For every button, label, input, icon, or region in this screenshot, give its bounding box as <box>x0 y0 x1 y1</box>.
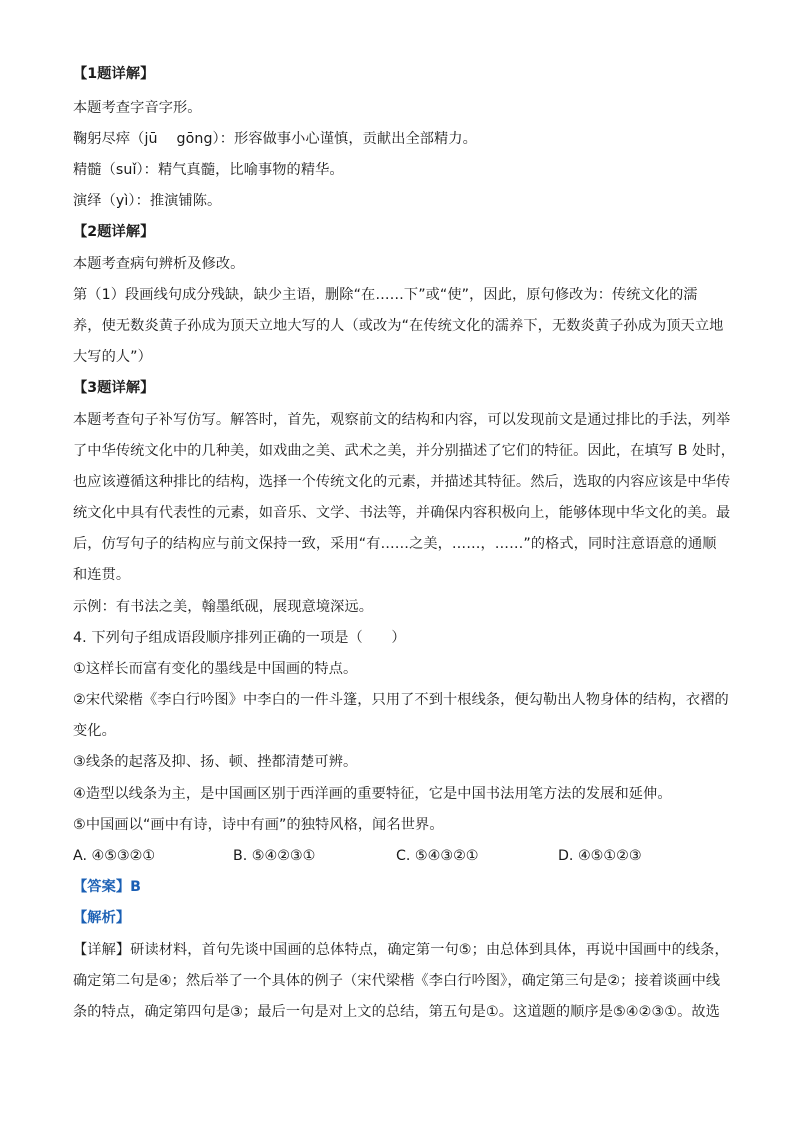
q4-sentence: ③线条的起落及抑、扬、顿、挫都清楚可辨。 <box>73 754 358 770</box>
q2-text-line: 第（1）段画线句成分残缺，缺少主语，删除“在……下”或“使”，因此，原句修改为：传统文化的濡 <box>73 287 698 303</box>
q3-text-line: 了中华传统文化中的几种美，如戏曲之美、武术之美，并分别描述了它们的特征。因此，在填写 B 处时， <box>73 443 735 459</box>
detail-line: 条的特点，确定第四句是③；最后一句是对上文的总结，第五句是①。这道题的顺序是⑤④②③①。故选 <box>73 1004 720 1020</box>
q1-intro: 本题考查字音字形。 <box>73 100 202 116</box>
q3-text-line: 统文化中具有代表性的元素，如音乐、文学、书法等，并确保内容积极向上，能够体现中华文化的美。最 <box>73 505 731 521</box>
option-a: A. ④⑤③②① <box>73 848 156 864</box>
q4-sentence: ①这样长而富有变化的墨线是中国画的特点。 <box>73 661 358 677</box>
q2-header: 【2题详解】 <box>73 224 155 240</box>
q1-item: 演绎（yì）：推演铺陈。 <box>73 193 222 209</box>
q1-item: 鞠躬尽瘁（jū gōng）：形容做事小心谨慎，贡献出全部精力。 <box>73 131 477 147</box>
analysis-label: 【解析】 <box>73 910 131 926</box>
q4-stem: 4. 下列句子组成语段顺序排列正确的一项是（ ） <box>73 630 406 646</box>
q3-text-line: 也应该遵循这种排比的结构，选择一个传统文化的元素，并描述其特征。然后，选取的内容应该是中华传 <box>73 474 731 490</box>
detail-line: 【详解】研读材料，首句先谈中国画的总体特点，确定第一句⑤；由总体到具体，再说中国画中的线条， <box>73 942 729 958</box>
q2-text-line: 养，使无数炎黄子孙成为顶天立地大写的人（或改为“在传统文化的濡养下，无数炎黄子孙成为顶天立地 <box>73 318 724 334</box>
q3-text-line: 后，仿写句子的结构应与前文保持一致，采用“有……之美，……，……”的格式，同时注意语意的通顺 <box>73 536 717 552</box>
option-b: B. ⑤④②③① <box>233 848 316 864</box>
q2-text-line: 大写的人”） <box>73 349 152 365</box>
detail-line: 确定第二句是④；然后举了一个具体的例子（宋代梁楷《李白行吟图》，确定第三句是②；接着谈画中线 <box>73 973 721 989</box>
q3-example: 示例：有书法之美，翰墨纸砚，展现意境深远。 <box>73 599 374 615</box>
answer-label: 【答案】B <box>73 879 142 895</box>
q4-sentence: ⑤中国画以“画中有诗，诗中有画”的独特风格，闻名世界。 <box>73 817 444 833</box>
q3-header: 【3题详解】 <box>73 380 155 396</box>
option-c: C. ⑤④③②① <box>396 848 479 864</box>
q4-sentence: ④造型以线条为主，是中国画区别于西洋画的重要特征，它是中国书法用笔方法的发展和延伸。 <box>73 786 672 802</box>
q3-text-line: 本题考查句子补写仿写。解答时，首先，观察前文的结构和内容，可以发现前文是通过排比的手法，列举 <box>73 412 731 428</box>
q4-sentence: ②宋代梁楷《李白行吟图》中李白的一件斗篷，只用了不到十根线条，便勾勒出人物身体的结构，衣褶的 <box>73 692 729 708</box>
q2-intro: 本题考查病句辨析及修改。 <box>73 256 245 272</box>
q4-sentence: 变化。 <box>73 723 116 739</box>
q1-item: 精髓（suǐ）：精气真髓，比喻事物的精华。 <box>73 162 344 178</box>
q1-header: 【1题详解】 <box>73 66 155 82</box>
q3-text-line: 和连贯。 <box>73 567 131 583</box>
option-d: D. ④⑤①②③ <box>558 848 642 864</box>
